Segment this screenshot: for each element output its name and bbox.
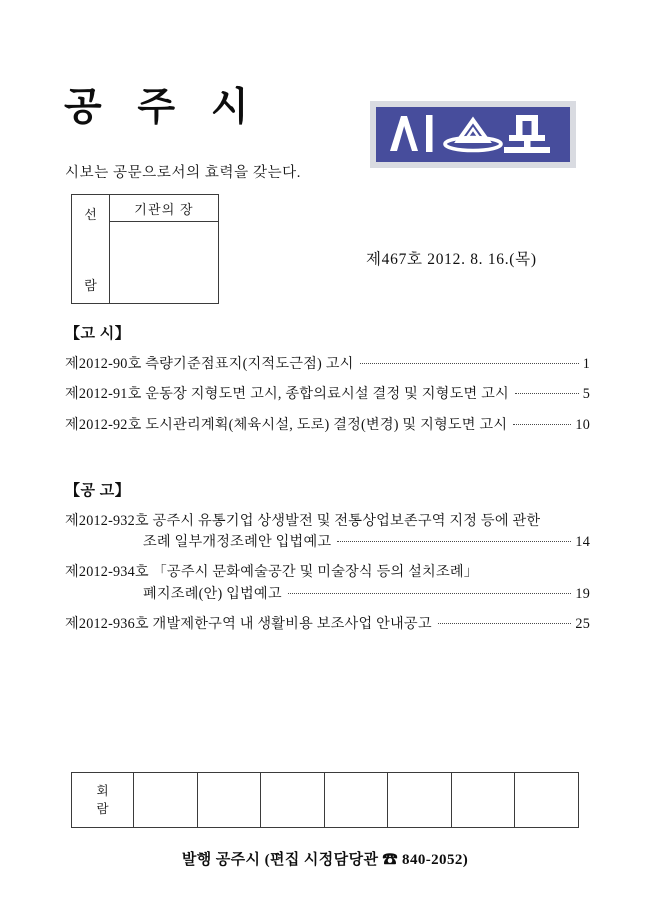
circulation-empty-cell (198, 773, 262, 827)
toc-entry-title: 제2012-936호 개발제한구역 내 생활비용 보조사업 안내공고 (65, 616, 432, 633)
logo-panel (376, 107, 570, 162)
masthead-note: 시보는 공문으로서의 효력을 갖는다. (65, 165, 302, 181)
toc-entry-title: 폐지조례(안) 입법예고 (143, 585, 282, 602)
toc-line (65, 511, 590, 532)
issue-number-and-date: 제467호 2012. 8. 16.(목) (366, 251, 537, 268)
logo-artwork (376, 107, 570, 162)
toc-page-number: 25 (575, 616, 590, 633)
toc-page-number: 14 (575, 534, 590, 551)
toc-leader-dots (288, 593, 572, 594)
page-title: 공 주 시 (64, 86, 262, 129)
toc-entry-title: 조례 일부개정조례안 입법예고 (143, 534, 332, 551)
toc-line (65, 614, 590, 635)
toc-line (65, 562, 590, 583)
toc-entry[interactable] (65, 614, 590, 635)
toc-leader-dots (337, 541, 571, 542)
mountain-water-emblem (445, 120, 501, 151)
toc-page-number: 1 (582, 356, 590, 372)
approval-label-bottom: 람 (84, 278, 97, 293)
toc-page-number: 5 (582, 386, 590, 403)
toc-entry[interactable] (65, 415, 590, 436)
circulation-label (72, 782, 133, 818)
toc-leader-dots (515, 393, 579, 394)
section-spacer (65, 445, 590, 479)
toc-entry-title: 제2012-91호 운동장 지형도면 고시, 종합의료시설 결정 및 지형도면 고시 (65, 386, 509, 403)
section-heading: 【고 시】 (65, 326, 131, 342)
toc-page-number: 10 (575, 416, 590, 433)
approval-label-top: 선 (84, 207, 97, 222)
circulation-empty-cell (325, 773, 389, 827)
toc-page-number: 19 (575, 585, 590, 602)
circulation-empty-cell (388, 773, 452, 827)
approval-main-column (110, 195, 218, 303)
toc-entry-title: 제2012-934호 「공주시 문화예술공간 및 미술장식 등의 설치조례」 (65, 564, 479, 581)
toc-entry-title: 제2012-92호 도시관리계획(체육시설, 도로) 결정(변경) 및 지형도면 고시 (65, 416, 508, 433)
circulation-empty-cell (452, 773, 516, 827)
toc-leader-dots (513, 424, 571, 425)
toc-line (65, 584, 590, 605)
toc-line (65, 384, 590, 405)
approval-side-labels (72, 195, 110, 303)
toc-entry-title: 제2012-932호 공주시 유통기업 상생발전 및 전통상업보존구역 지정 등에 관한 (65, 512, 541, 529)
table-of-contents (65, 322, 590, 644)
toc-line (65, 532, 590, 553)
circulation-label-bottom: 람 (96, 802, 109, 816)
approval-table (71, 194, 219, 304)
toc-line (65, 354, 590, 375)
circulation-empty-cell (261, 773, 325, 827)
circulation-empty-cell (134, 773, 198, 827)
masthead (0, 0, 650, 200)
toc-entry[interactable] (65, 354, 590, 375)
toc-entry[interactable] (65, 562, 590, 605)
approval-signature-cell (110, 222, 218, 303)
approval-header-cell: 기관의 장 (110, 195, 218, 222)
circulation-table (71, 772, 579, 828)
section-heading: 【공 고】 (65, 482, 131, 499)
footer-publisher-line: 발행 공주시 (편집 시정담당관 ☎ 840-2052) (181, 852, 469, 868)
toc-leader-dots (438, 623, 572, 624)
toc-entry-title: 제2012-90호 측량기준점표지(지적도근점) 고시 (65, 356, 354, 372)
circulation-label-top: 회 (96, 783, 109, 798)
circulation-label-cell (72, 773, 134, 827)
toc-entry[interactable] (65, 511, 590, 554)
siboh-logo (370, 101, 576, 168)
circulation-empty-cell (515, 773, 578, 827)
toc-entry[interactable] (65, 384, 590, 405)
toc-leader-dots (360, 363, 579, 364)
toc-line (65, 415, 590, 436)
